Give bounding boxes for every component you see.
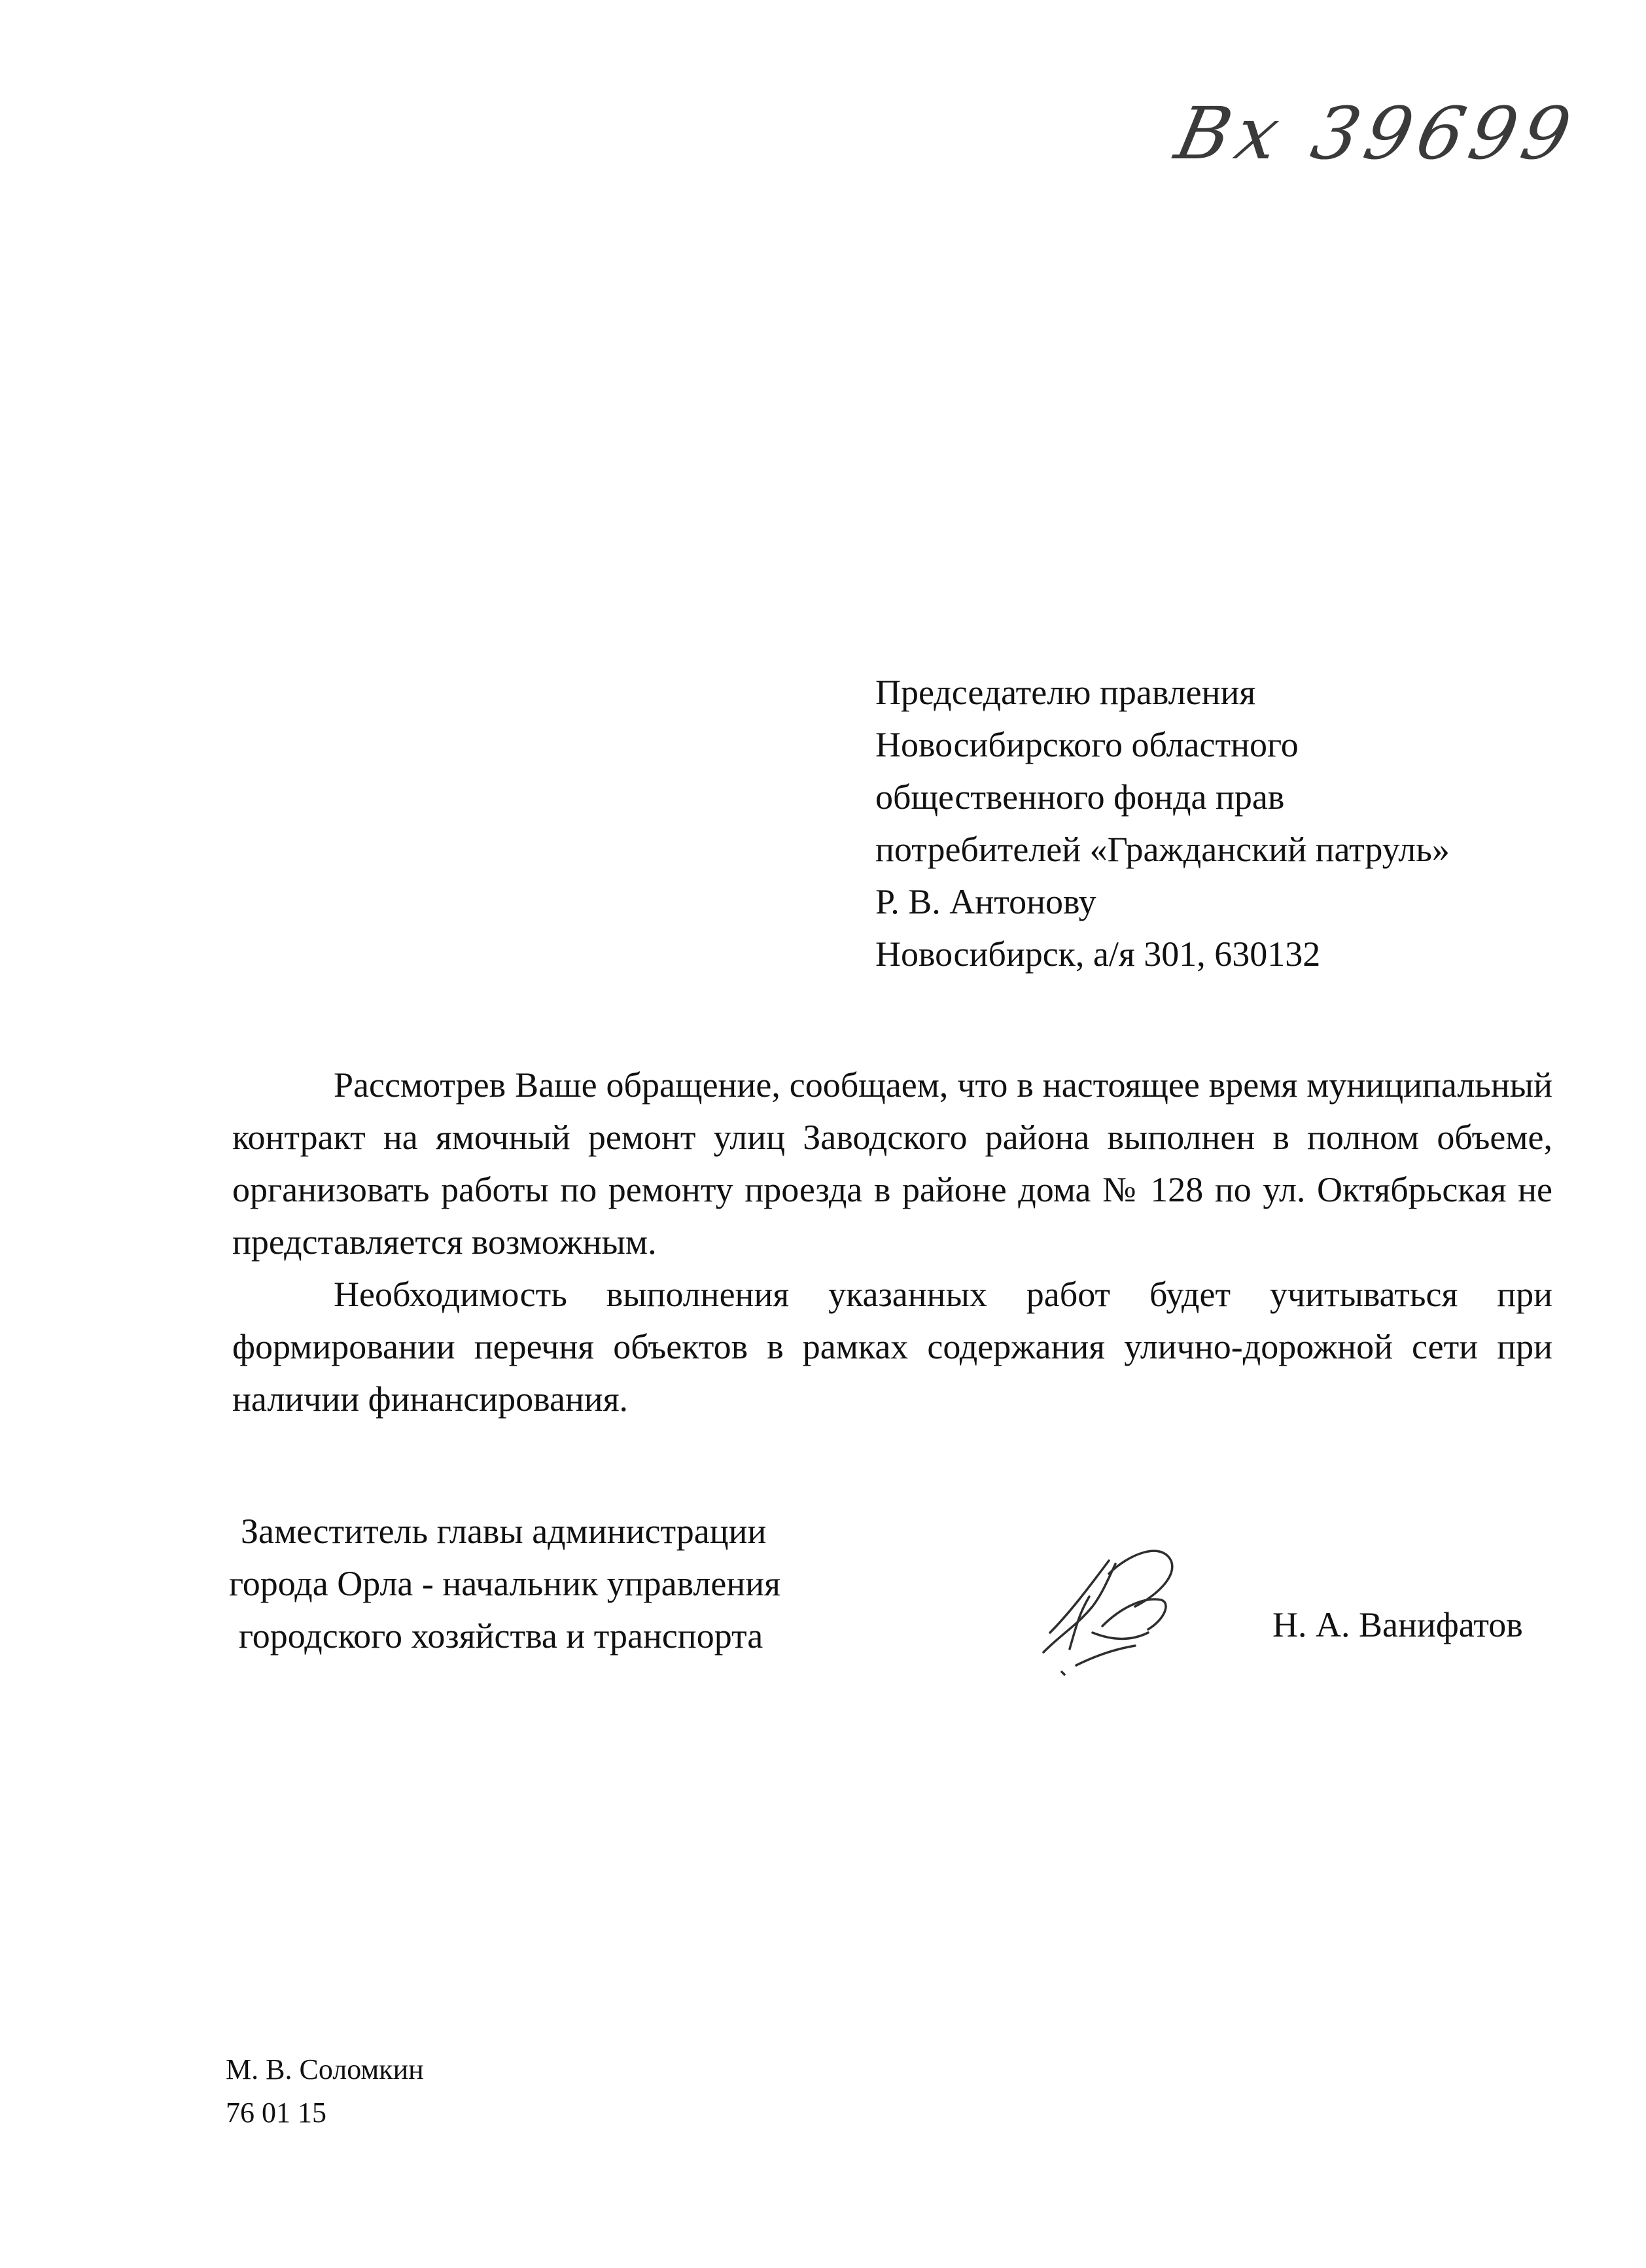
addressee-line: общественного фонда прав: [875, 777, 1285, 817]
addressee-line: Новосибирск, а/я 301, 630132: [875, 934, 1321, 974]
addressee-line: потребителей «Гражданский патруль»: [875, 830, 1450, 869]
signer-name: Н. А. Ванифатов: [1272, 1605, 1523, 1644]
position-line: города Орла - начальник управления: [229, 1564, 780, 1603]
addressee-line: Р. В. Антонову: [875, 882, 1096, 921]
registration-handwritten-mark: Вх 39699: [1168, 92, 1585, 175]
executor-phone: 76 01 15: [226, 2097, 326, 2129]
executor-block: [226, 2048, 424, 2135]
letter-body: [232, 1059, 1552, 1425]
position-line: Заместитель главы администрации: [241, 1512, 767, 1551]
addressee-line: Председателю правления: [875, 673, 1256, 712]
signer-position: [229, 1505, 780, 1662]
body-paragraph: Необходимость выполнения указанных работ будет учитываться при формировании перечня объектов в рамках содержания улично-дорожной сети при наличии финансирования.: [232, 1275, 1552, 1419]
addressee-block: [875, 666, 1450, 980]
position-line: городского хозяйства и транспорта: [239, 1616, 763, 1656]
body-paragraph: Рассмотрев Ваше обращение, сообщаем, что в настоящее время муниципальный контракт на ямочный ремонт улиц Заводского района выполнен в полном объеме, организовать работы по ремонту проезда в районе дома № 128 по ул. Октябрьская не представляется возможным.: [232, 1065, 1552, 1262]
executor-name: М. В. Соломкин: [226, 2053, 424, 2085]
addressee-line: Новосибирского областного: [875, 725, 1299, 764]
handwritten-signature: [1030, 1534, 1200, 1685]
